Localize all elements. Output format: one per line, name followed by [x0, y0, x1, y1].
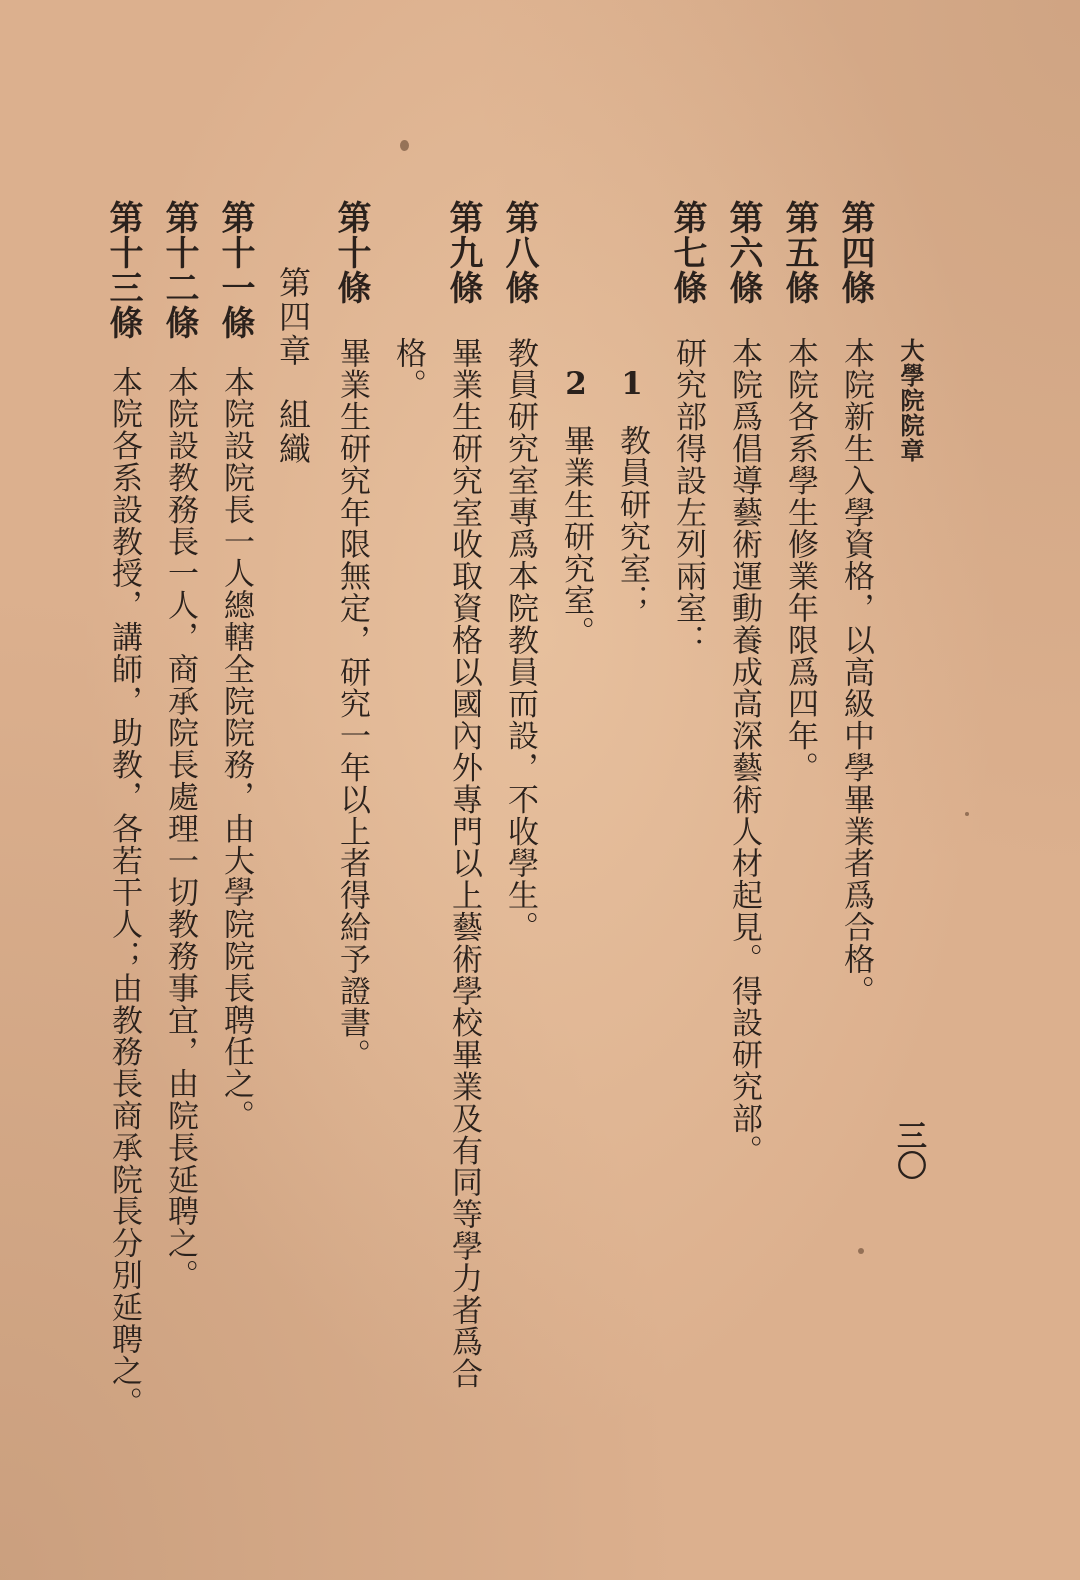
paper-speck — [858, 1248, 864, 1254]
chapter-title: 組織 — [274, 398, 312, 466]
sub-item-text: 教員研究室； — [614, 424, 650, 617]
article-5-label: 第五條 — [779, 200, 819, 305]
article-9-label: 第九條 — [443, 200, 483, 305]
article-7-text: 研究部得設左列兩室： — [670, 337, 706, 656]
article-10-label: 第十條 — [331, 200, 371, 305]
sub-item-text: 畢業生研究室。 — [558, 424, 594, 649]
sub-item-number: 2 — [558, 366, 594, 403]
article-13-text: 本院各系設教授，講師，助教，各若干人；由教務長商承院長分別延聘之。 — [106, 366, 142, 1419]
article-12-label: 第十二條 — [159, 200, 199, 340]
article-11-text: 本院設院長一人總轄全院院務，由大學院院長聘任之。 — [218, 366, 254, 1132]
sub-item-number: 1 — [614, 366, 650, 403]
chapter-heading — [274, 266, 312, 466]
header-title: 大學院院章 — [896, 338, 925, 463]
article-5-text: 本院各系學生修業年限爲四年。 — [782, 337, 818, 784]
article-13-label: 第十三條 — [103, 200, 143, 340]
page-number: 三〇 — [891, 1120, 926, 1180]
article-11-label: 第十一條 — [215, 200, 255, 340]
paper-speck — [400, 140, 409, 151]
article-9-text: 畢業生研究室收取資格以國內外專門以上藝術學校畢業及有同等學力者爲合 — [446, 337, 482, 1390]
article-6-label: 第六條 — [723, 200, 763, 305]
article-7-label: 第七條 — [667, 200, 707, 305]
article-4-label: 第四條 — [835, 200, 875, 305]
chapter-label: 第四章 — [274, 266, 312, 368]
article-12-text: 本院設教務長一人，商承院長處理一切教務事宜，由院長延聘之。 — [162, 366, 198, 1292]
article-8-text: 教員研究室專爲本院教員而設，不收學生。 — [502, 337, 538, 944]
article-9-continuation: 格。 — [390, 337, 426, 401]
paper-speck — [965, 812, 969, 816]
article-6-text: 本院爲倡導藝術運動養成高深藝術人材起見。得設研究部。 — [726, 337, 762, 1167]
article-10-text: 畢業生研究年限無定，研究一年以上者得給予證書。 — [334, 337, 370, 1071]
sub-item-1 — [614, 366, 650, 617]
sub-item-2 — [558, 366, 594, 649]
article-8-label: 第八條 — [499, 200, 539, 305]
article-4-text: 本院新生入學資格，以高級中學畢業者爲合格。 — [838, 337, 874, 1007]
